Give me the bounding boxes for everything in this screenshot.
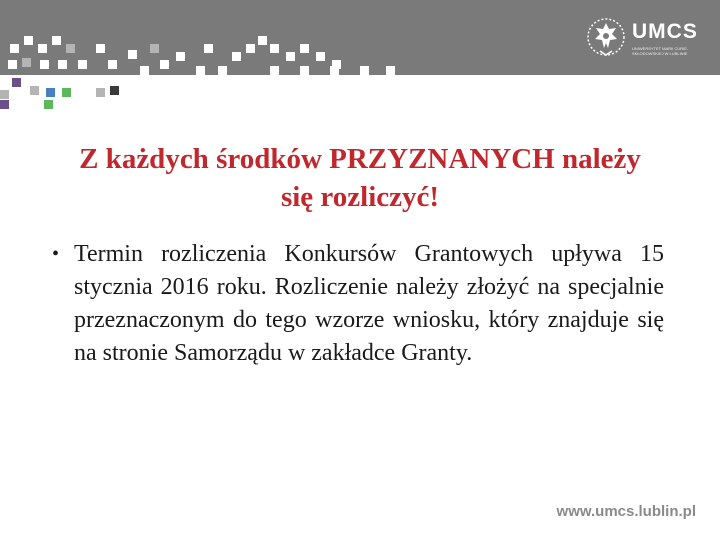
pixel-square [96,44,105,53]
pixel-square [66,44,75,53]
pixel-square [128,50,137,59]
bullet-item [52,238,664,370]
pixel-square [78,92,87,101]
pixel-square [316,52,325,61]
pixel-square [52,36,61,45]
umcs-logo[interactable] [586,12,702,64]
footer-url-link[interactable]: www.umcs.lublin.pl [556,503,696,520]
umcs-emblem-icon [586,15,626,61]
pixel-square [22,58,31,67]
bullet-text: Termin rozliczenia Konkursów Grantowych upływa 15 stycznia 2016 roku. Rozliczenie należy złożyć na specjalnie przeznaczonym do tego wzorze wniosku, który znajduje się na stronie Samorządu w zakładce Granty. [74,241,664,366]
pixel-square [46,88,55,97]
pixel-square [300,44,309,53]
pixel-square [0,100,9,109]
logo-subtitle: UNIWERSYTET MARII CURIE-SKŁODOWSKIEJ W LUBLINIE [632,45,689,56]
pixel-square [8,60,17,69]
pixel-square [78,60,87,69]
pixel-square [330,66,339,75]
pixel-square [258,36,267,45]
pixel-square [40,60,49,69]
pixel-square [176,52,185,61]
pixel-square [58,60,67,69]
pixel-square [160,60,169,69]
bullet-list [52,238,664,370]
pixel-square [232,52,241,61]
pixel-square [386,66,395,75]
pixel-square [218,66,227,75]
pixel-square [150,44,159,53]
pixel-square [110,86,119,95]
pixel-square [14,92,23,101]
pixel-square [204,44,213,53]
pixel-square [246,44,255,53]
logo-name: UMCS [632,19,698,43]
pixel-square [140,66,149,75]
pixel-square [38,44,47,53]
pixel-square [10,44,19,53]
pixel-square [96,88,105,97]
slide-title-line-2: się rozliczyć! [280,181,440,213]
bullet-marker: • [52,243,60,265]
pixel-square [0,90,9,99]
pixel-square [270,66,279,75]
pixel-square [196,66,205,75]
pixel-square [286,52,295,61]
slide-title-line-1: Z każdych środków PRZYZNANYCH należy [79,143,641,175]
pixel-square [300,66,309,75]
slide-title [40,140,680,216]
pixel-square [30,86,39,95]
pixel-square [360,66,369,75]
pixel-square [44,100,53,109]
pixel-square [270,44,279,53]
pixel-square [60,100,69,109]
pixel-square [24,36,33,45]
pixel-square [12,78,21,87]
pixel-square [108,60,117,69]
pixel-square [62,88,71,97]
